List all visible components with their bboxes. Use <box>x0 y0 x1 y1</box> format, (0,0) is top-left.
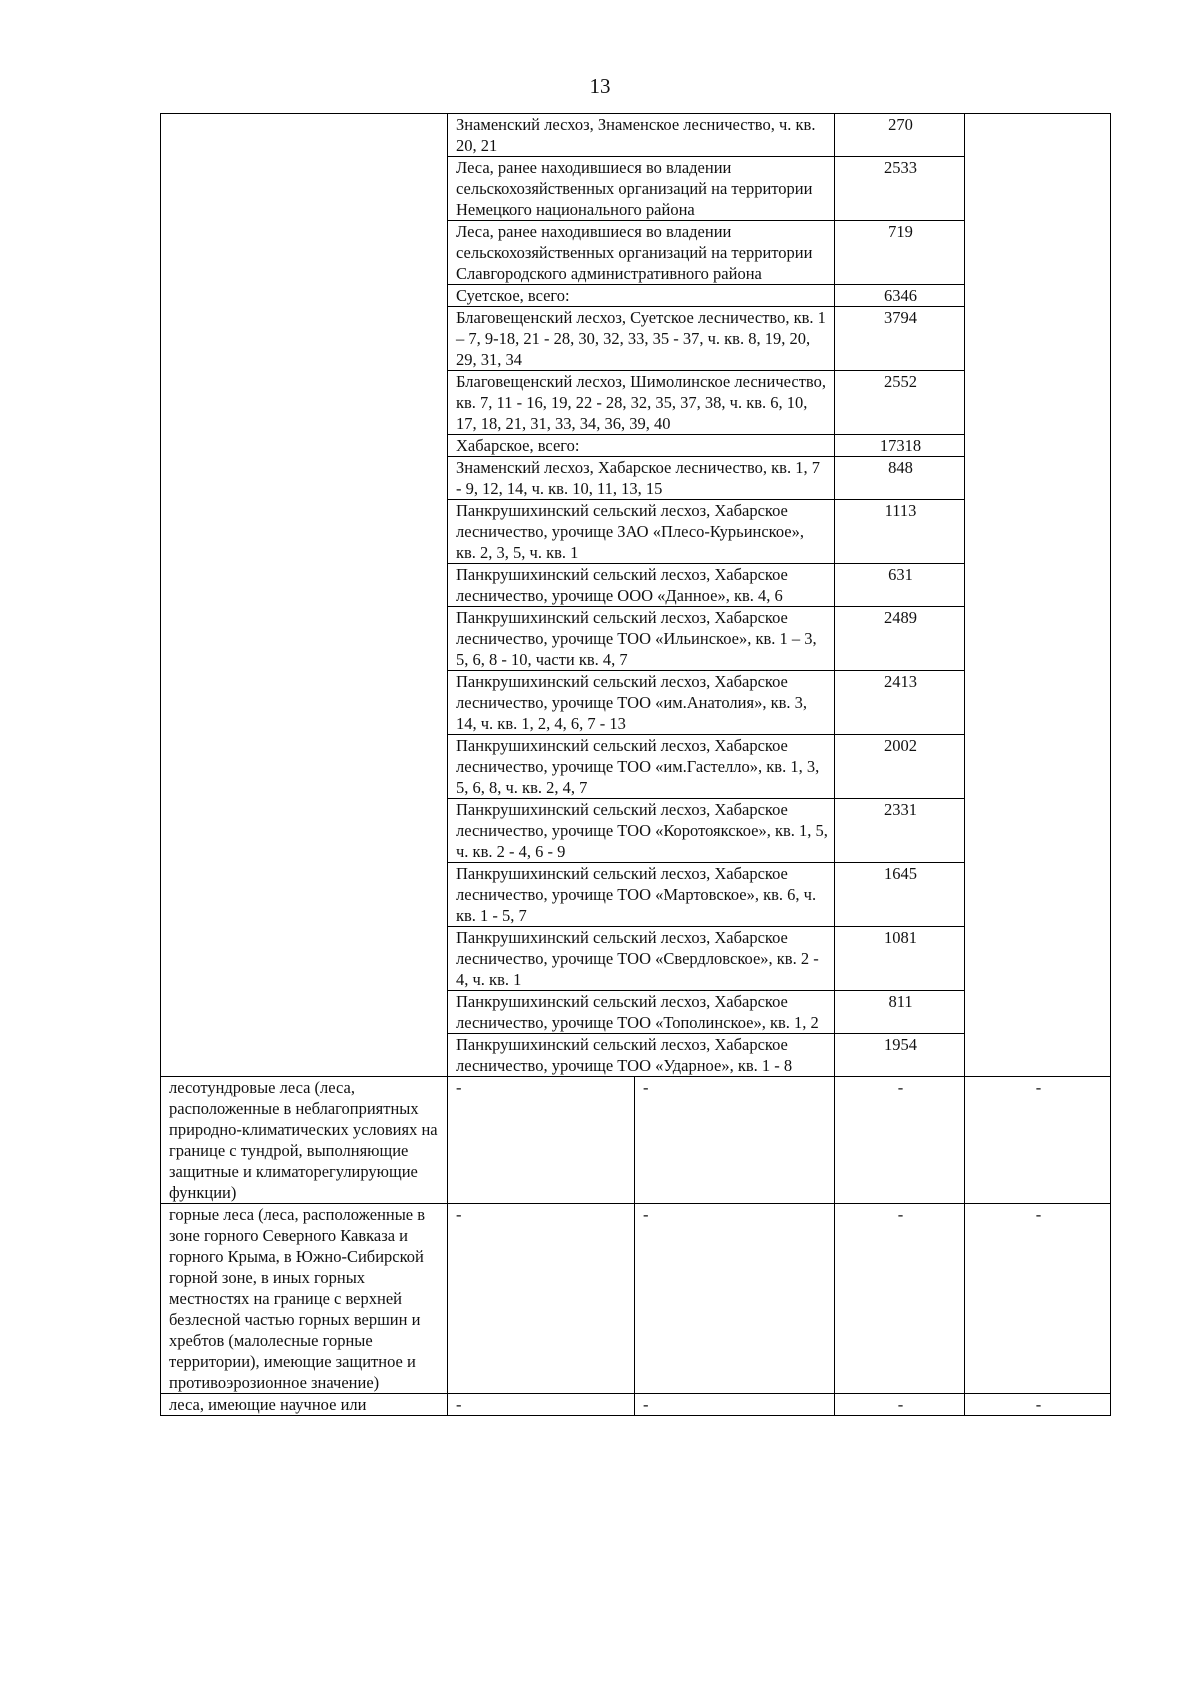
forestry-description: Панкрушихинский сельский лесхоз, Хабарское лесничество, урочище ТОО «Тополинское», кв. 1, 2 <box>448 991 835 1034</box>
forestry-area: 631 <box>835 564 965 607</box>
forestry-description: Панкрушихинский сельский лесхоз, Хабарское лесничество, урочище ООО «Данное», кв. 4, 6 <box>448 564 835 607</box>
dash-cell: - <box>835 1077 965 1204</box>
forestry-area: 2489 <box>835 607 965 671</box>
forestry-area: 3794 <box>835 307 965 371</box>
forestry-area: 1954 <box>835 1034 965 1077</box>
forestry-description: Панкрушихинский сельский лесхоз, Хабарское лесничество, урочище ТОО «Ильинское», кв. 1 – 3, 5, 6, 8 - 10, части кв. 4, 7 <box>448 607 835 671</box>
forestry-description: Благовещенский лесхоз, Суетское лесничество, кв. 1 – 7, 9-18, 21 - 28, 30, 32, 33, 35 - 37, ч. кв. 8, 19, 20, 29, 31, 34 <box>448 307 835 371</box>
forestry-area: 1645 <box>835 863 965 927</box>
forestry-area: 2533 <box>835 157 965 221</box>
forestry-area: 270 <box>835 114 965 157</box>
forestry-description: Панкрушихинский сельский лесхоз, Хабарское лесничество, урочище ТОО «Ударное», кв. 1 - 8 <box>448 1034 835 1077</box>
category-cell-empty <box>161 114 448 1077</box>
forestry-area: 6346 <box>835 285 965 307</box>
last-column-empty <box>965 114 1111 1077</box>
dash-cell: - <box>635 1077 835 1204</box>
forestry-description: Панкрушихинский сельский лесхоз, Хабарское лесничество, урочище ТОО «им.Гастелло», кв. 1, 3, 5, 6, 8, ч. кв. 2, 4, 7 <box>448 735 835 799</box>
forestry-description: Знаменский лесхоз, Хабарское лесничество, кв. 1, 7 - 9, 12, 14, ч. кв. 10, 11, 13, 15 <box>448 457 835 500</box>
table-row <box>161 1077 1111 1204</box>
forest-category: горные леса (леса, расположенные в зоне горного Северного Кавказа и горного Крыма, в Южно-Сибирской горной зоне, в иных горных местностях на границе с верхней безлесной частью горных вершин и хребтов (малолесные горные территории), имеющие защитное и противоэрозионное значение) <box>161 1204 448 1394</box>
forestry-area: 1081 <box>835 927 965 991</box>
forestry-description: Суетское, всего: <box>448 285 835 307</box>
forestry-area: 848 <box>835 457 965 500</box>
table-row <box>161 114 1111 157</box>
page-number: 13 <box>589 74 611 98</box>
forest-category: леса, имеющие научное или <box>161 1394 448 1416</box>
dash-cell: - <box>635 1204 835 1394</box>
forestry-description: Леса, ранее находившиеся во владении сельскохозяйственных организаций на территории Славгородского административного района <box>448 221 835 285</box>
forestry-description: Леса, ранее находившиеся во владении сельскохозяйственных организаций на территории Немецкого национального района <box>448 157 835 221</box>
table-row <box>161 1204 1111 1394</box>
forestry-description: Панкрушихинский сельский лесхоз, Хабарское лесничество, урочище ТОО «им.Анатолия», кв. 3, 14, ч. кв. 1, 2, 4, 6, 7 - 13 <box>448 671 835 735</box>
dash-cell: - <box>448 1394 635 1416</box>
dash-cell: - <box>965 1394 1111 1416</box>
forestry-area: 2552 <box>835 371 965 435</box>
dash-cell: - <box>448 1204 635 1394</box>
forestry-description: Панкрушихинский сельский лесхоз, Хабарское лесничество, урочище ТОО «Свердловское», кв. 2 - 4, ч. кв. 1 <box>448 927 835 991</box>
forestry-description: Хабарское, всего: <box>448 435 835 457</box>
dash-cell: - <box>448 1077 635 1204</box>
forests-table <box>160 113 1111 1416</box>
forestry-area: 1113 <box>835 500 965 564</box>
forestry-area: 2331 <box>835 799 965 863</box>
forestry-area: 719 <box>835 221 965 285</box>
dash-cell: - <box>835 1204 965 1394</box>
forestry-description: Панкрушихинский сельский лесхоз, Хабарское лесничество, урочище ТОО «Мартовское», кв. 6, ч. кв. 1 - 5, 7 <box>448 863 835 927</box>
forestry-area: 17318 <box>835 435 965 457</box>
dash-cell: - <box>965 1077 1111 1204</box>
forestry-description: Панкрушихинский сельский лесхоз, Хабарское лесничество, урочище ТОО «Коротоякское», кв. 1, 5, ч. кв. 2 - 4, 6 - 9 <box>448 799 835 863</box>
dash-cell: - <box>835 1394 965 1416</box>
forestry-area: 2002 <box>835 735 965 799</box>
forestry-area: 2413 <box>835 671 965 735</box>
forestry-area: 811 <box>835 991 965 1034</box>
forest-category: лесотундровые леса (леса, расположенные в неблагоприятных природно-климатических условиях на границе с тундрой, выполняющие защитные и климаторегулирующие функции) <box>161 1077 448 1204</box>
forestry-description: Благовещенский лесхоз, Шимолинское лесничество, кв. 7, 11 - 16, 19, 22 - 28, 32, 35, 37, 38, ч. кв. 6, 10, 17, 18, 21, 31, 33, 34, 36, 39, 40 <box>448 371 835 435</box>
forestry-description: Панкрушихинский сельский лесхоз, Хабарское лесничество, урочище ЗАО «Плесо-Курьинское», кв. 2, 3, 5, ч. кв. 1 <box>448 500 835 564</box>
table-row <box>161 1394 1111 1416</box>
forestry-description: Знаменский лесхоз, Знаменское лесничество, ч. кв. 20, 21 <box>448 114 835 157</box>
dash-cell: - <box>635 1394 835 1416</box>
dash-cell: - <box>965 1204 1111 1394</box>
